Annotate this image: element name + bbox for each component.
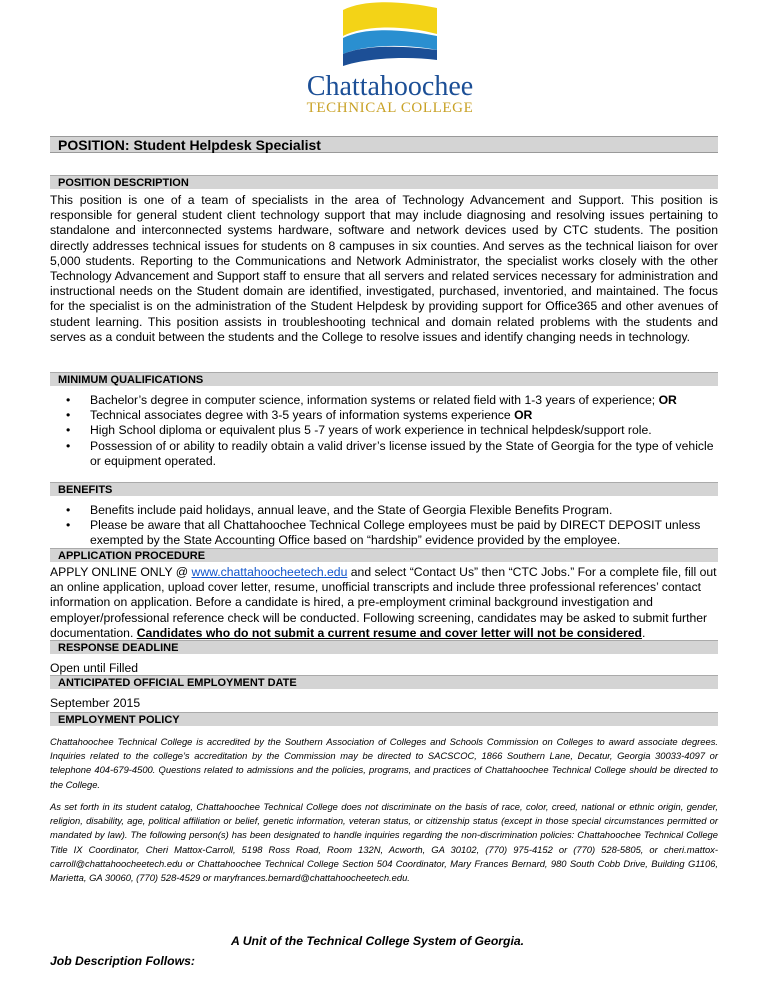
college-logo-icon bbox=[337, 0, 443, 68]
application-requirement-note: Candidates who do not submit a current resume and cover letter will not be considered bbox=[136, 625, 642, 640]
list-item: • Possession of or ability to readily obtain a valid driver’s license issued by the State of Georgia for the type of vehicle or equipment operated. bbox=[58, 439, 718, 469]
list-item: • Benefits include paid holidays, annual leave, and the State of Georgia Flexible Benefits Program. bbox=[58, 503, 718, 518]
section-heading-qualifications: MINIMUM QUALIFICATIONS bbox=[50, 372, 718, 386]
position-title: POSITION: Student Helpdesk Specialist bbox=[50, 136, 718, 153]
list-item: • Bachelor’s degree in computer science, information systems or related field with 1-3 years of experience; OR bbox=[58, 393, 718, 408]
college-website-link[interactable]: www.chattahoocheetech.edu bbox=[191, 565, 348, 579]
section-heading-benefits: BENEFITS bbox=[50, 482, 718, 496]
section-heading-deadline: RESPONSE DEADLINE bbox=[50, 640, 718, 654]
list-item: • High School diploma or equivalent plus 5 -7 years of work experience in technical helpdesk/support role. bbox=[58, 423, 718, 438]
nondiscrimination-statement: As set forth in its student catalog, Chattahoochee Technical College does not discriminate on the basis of race, color, creed, national or ethnic origin, gender, religion, disability, age, political affiliation or belief, genetic information, veteran status, or citizenship status (except in those special circumstances permitted or mandated by law). The following person(s) has been designated to handle inquiries regarding the non-discrimination policies: Chattahoochee Technical College Title IX Coordinator, Cheri Mattox-Carroll, 5198 Ross Road, Room 132N, Acworth, GA 30102, (770) 975-4152 or (770) 528-5805, or cheri.mattox-carroll@chattahoocheetech.edu or Chattahoochee Technical College Section 504 Coordinator, Mary Frances Bernard, 980 South Cobb Drive, Building G1106, Marietta, GA 30060, (770) 528-4529 or maryfrances.bernard@chattahoocheetech.edu. bbox=[50, 801, 718, 884]
section-heading-application: APPLICATION PROCEDURE bbox=[50, 548, 718, 562]
application-procedure-text: APPLY ONLINE ONLY @ www.chattahoocheetech.edu and select “Contact Us” then “CTC Jobs.” For a complete file, fill out an online application, upload cover letter, resume, unofficial transcripts and include three professional references’ contact information on application. Before a candidate is hired, a pre-employment criminal background investigation and employer/professional reference check will be conducted. Following screening, candidates may be asked to submit further documentation. Candidates who do not submit a current resume and cover letter will not be considered. bbox=[50, 565, 717, 640]
tcsg-unit-statement: A Unit of the Technical College System of Georgia. bbox=[231, 934, 524, 948]
section-heading-start-date: ANTICIPATED OFFICIAL EMPLOYMENT DATE bbox=[50, 675, 718, 689]
section-heading-policy: EMPLOYMENT POLICY bbox=[50, 712, 718, 726]
position-description-text: This position is one of a team of specialists in the area of Technology Advancement and Support. This position is responsible for general student client technology support that may include diagnosing and resolving issues pertaining to standalone and interconnected systems hardware, software and network devices used by CTC students. The position directly addresses technical issues for students on 8 campuses in six counties. And serves as the technical liaison for over 5,000 students. Reporting to the Communications and Network Administrator, the specialist works closely with the other Technology Advancement and Support staff to ensure that all servers and related services necessary for administration and instructional needs on the Student domain are identified, investigated, purchased, inventoried, and maintained. The focus for the specialist is on the administration of the Student Helpdesk by providing support for Office365 and other avenues of student learning. This position assists in troubleshooting technical and domain related problems with the students and serves as a conduit between the students and the College to resolve issues and identify changing needs in technology. bbox=[50, 193, 718, 344]
benefits-list bbox=[58, 503, 718, 549]
list-item: • Please be aware that all Chattahoochee Technical College employees must be paid by DIRECT DEPOSIT unless exempted by the State Accounting Office based on “hardship” evidence provided by the employee. bbox=[58, 518, 718, 548]
logo-college-subtitle: TECHNICAL COLLEGE bbox=[306, 100, 474, 116]
deadline-text: Open until Filled bbox=[50, 661, 139, 675]
qualifications-list bbox=[58, 393, 718, 469]
college-logo bbox=[290, 0, 490, 120]
start-date-text: September 2015 bbox=[50, 696, 141, 710]
section-heading-description: POSITION DESCRIPTION bbox=[50, 175, 718, 189]
job-description-follows: Job Description Follows: bbox=[50, 954, 195, 968]
list-item: • Technical associates degree with 3-5 years of information systems experience OR bbox=[58, 408, 718, 423]
accreditation-statement: Chattahoochee Technical College is accredited by the Southern Association of Colleges and Schools Commission on Colleges to award associate degrees. Inquiries related to the college’s accreditation by the Commission may be directed to SACSCOC, 1866 Southern Lane, Decatur, Georgia 30033-4097 or telephone 404-679-4500. Questions related to admissions and the policies, programs, and practices of Chattahoochee Technical College should be directed to the College. bbox=[50, 736, 718, 790]
logo-college-name: Chattahoochee bbox=[306, 71, 474, 102]
